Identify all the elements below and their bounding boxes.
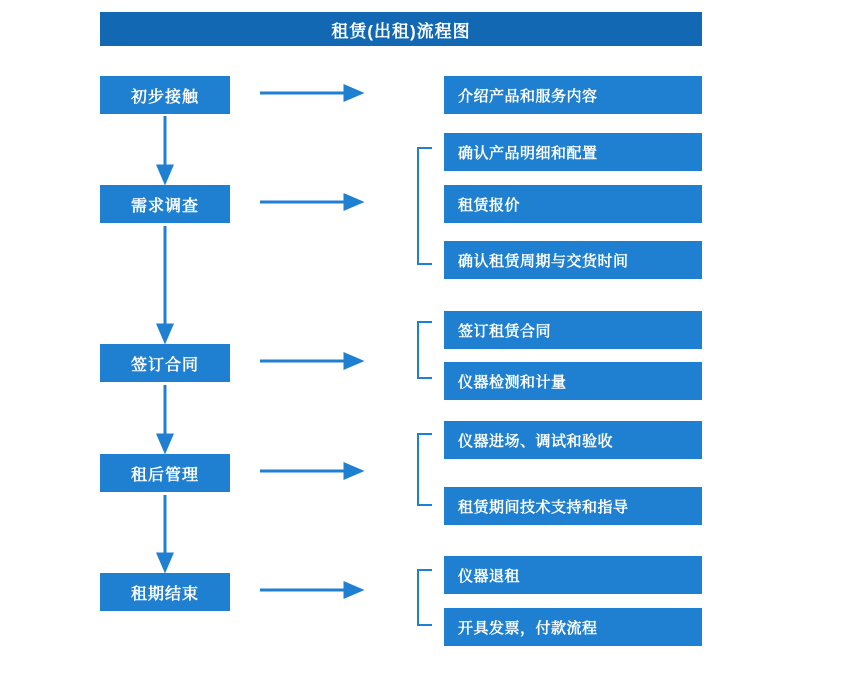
stage-box-label: 签订合同 xyxy=(130,356,199,374)
stage-box-5[interactable] xyxy=(100,573,230,611)
stage-box-label: 初步接触 xyxy=(130,88,199,106)
detail-box-4[interactable] xyxy=(444,241,702,279)
detail-box-label: 确认租赁周期与交货时间 xyxy=(458,252,629,270)
stage-box-label: 需求调查 xyxy=(130,197,199,215)
bracket-group-3 xyxy=(418,322,432,378)
detail-box-7[interactable] xyxy=(444,421,702,459)
stage-box-label: 租期结束 xyxy=(130,585,199,603)
detail-box-label: 仪器进场、调试和验收 xyxy=(458,432,614,450)
detail-box-2[interactable] xyxy=(444,133,702,171)
detail-box-1[interactable] xyxy=(444,76,702,114)
stage-box-1[interactable] xyxy=(100,76,230,114)
detail-box-label: 签订租赁合同 xyxy=(458,322,552,340)
bracket-group-5 xyxy=(418,570,432,625)
stage-box-3[interactable] xyxy=(100,344,230,382)
detail-box-9[interactable] xyxy=(444,556,702,594)
detail-box-label: 仪器退租 xyxy=(458,567,521,585)
stage-box-2[interactable] xyxy=(100,185,230,223)
detail-box-label: 租赁期间技术支持和指导 xyxy=(458,498,629,516)
detail-box-3[interactable] xyxy=(444,185,702,223)
detail-box-10[interactable] xyxy=(444,608,702,646)
page-title: 租赁(出租)流程图 xyxy=(100,12,702,46)
detail-box-label: 开具发票，付款流程 xyxy=(458,619,598,637)
detail-box-5[interactable] xyxy=(444,311,702,349)
detail-box-label: 介绍产品和服务内容 xyxy=(458,87,598,105)
bracket-group-4 xyxy=(418,434,432,505)
bracket-group-2 xyxy=(418,148,432,264)
detail-box-label: 租赁报价 xyxy=(458,196,521,214)
detail-box-label: 确认产品明细和配置 xyxy=(458,144,598,162)
stage-box-4[interactable] xyxy=(100,454,230,492)
detail-box-6[interactable] xyxy=(444,362,702,400)
detail-box-8[interactable] xyxy=(444,487,702,525)
stage-box-label: 租后管理 xyxy=(130,466,199,484)
detail-box-label: 仪器检测和计量 xyxy=(458,373,567,391)
